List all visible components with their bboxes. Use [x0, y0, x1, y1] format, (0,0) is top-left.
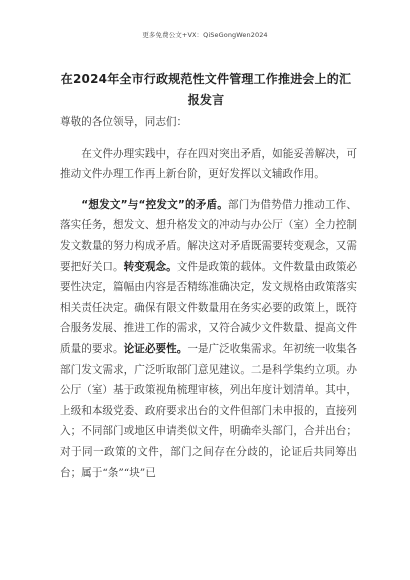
- document-title: 在2024年全市行政规范性文件管理工作推进会上的汇报发言: [60, 72, 352, 107]
- document-body: [60, 112, 357, 483]
- header-note: 更多免费公文+VX：QiSeGongWen2024: [142, 31, 268, 39]
- paragraph-text: 部门为借势借力推动工作、落实任务，想发文、想升格发文的冲动与办公厅（室）全力控制发文数量的努力构成矛盾。解决这对矛盾既需要转变观念，又需要把好关口。: [60, 198, 357, 273]
- paragraph-contradiction: [60, 195, 357, 483]
- paragraph-text: 文件是政策的载体。文件数量由政策必要性决定，篇幅由内容是否精练准确决定，发文规格由政策落实相关责任决定。确保有限文件数量用在务实必要的政策上，既符合服务发展、推进工作的需求，又符合减少文件数量、提高文件质量的要求。: [60, 260, 358, 355]
- bold-lead-change-concept: 转变观念。: [123, 260, 177, 273]
- paragraph-spacer: [60, 185, 357, 195]
- salutation: 尊敬的各位领导，同志们：: [60, 116, 188, 128]
- paragraph-heading: “想发文”与“控发文”的矛盾。: [81, 198, 229, 211]
- paragraph-text: 一是广泛收集需求。年初统一收集各部门发文需求，广泛听取部门意见建议。二是科学集约立项。办公厅（室）基于政策视角梳理审核，列出年度计划清单。其中，上级和本级党委、政府要求出台的文件但部门未申报的，直接列入；不同部门或地区申请类似文件，明确牵头部门，合并出台；对于同一政策的文件，部门之间存在分歧的，论证后共同筹出台；属于“条”“块”已: [60, 342, 358, 479]
- bold-lead-necessity: 论证必要性。: [123, 342, 188, 355]
- paragraph-intro: 在文件办理实践中，存在四对突出矛盾，如能妥善解决，可推动文件办理工作再上新台阶，更好发挥以文辅政作用。: [60, 147, 357, 181]
